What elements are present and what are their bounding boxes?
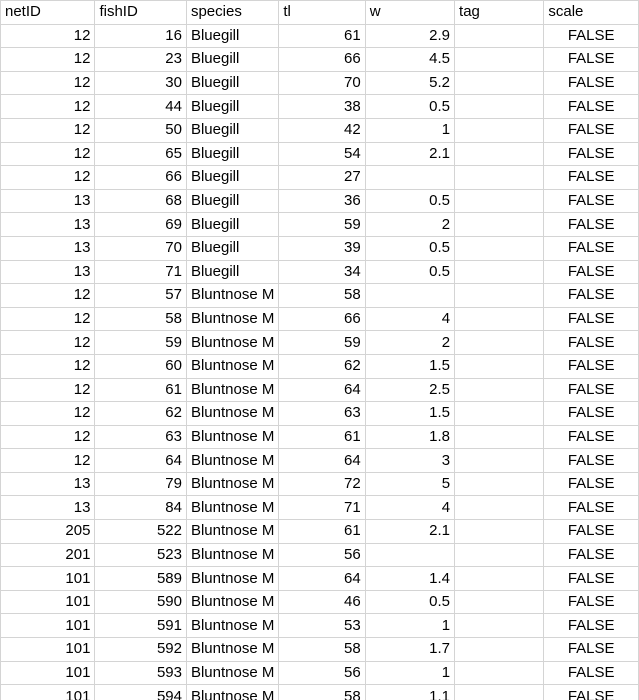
cell-netid[interactable]: 205: [1, 520, 95, 544]
cell-tl[interactable]: 61: [279, 24, 365, 48]
cell-tl[interactable]: 58: [279, 638, 365, 662]
cell-species[interactable]: Bluegill: [186, 166, 278, 190]
cell-netid[interactable]: 12: [1, 307, 95, 331]
cell-w[interactable]: 1.7: [365, 638, 454, 662]
cell-scale[interactable]: FALSE: [544, 213, 639, 237]
table-row: [1, 236, 639, 260]
table-row: [1, 543, 639, 567]
cell-fishid[interactable]: 69: [95, 213, 187, 237]
cell-tl[interactable]: 34: [279, 260, 365, 284]
cell-netid[interactable]: 12: [1, 142, 95, 166]
cell-fishid[interactable]: 591: [95, 614, 187, 638]
cell-tl[interactable]: 42: [279, 118, 365, 142]
cell-netid[interactable]: 12: [1, 331, 95, 355]
cell-fishid[interactable]: 70: [95, 236, 187, 260]
cell-w[interactable]: 2.9: [365, 24, 454, 48]
header-cell-fishid[interactable]: fishID: [95, 1, 187, 25]
cell-tag[interactable]: [455, 567, 544, 591]
cell-tag[interactable]: [455, 260, 544, 284]
cell-scale[interactable]: FALSE: [544, 661, 639, 685]
table-row: [1, 402, 639, 426]
cell-tag[interactable]: [455, 307, 544, 331]
cell-tag[interactable]: [455, 638, 544, 662]
cell-tl[interactable]: 64: [279, 449, 365, 473]
cell-netid[interactable]: 13: [1, 496, 95, 520]
cell-w[interactable]: 4: [365, 496, 454, 520]
table-row: [1, 71, 639, 95]
table-row: [1, 213, 639, 237]
cell-scale[interactable]: FALSE: [544, 378, 639, 402]
cell-species[interactable]: Bluntnose M: [186, 425, 278, 449]
cell-netid[interactable]: 13: [1, 472, 95, 496]
cell-tag[interactable]: [455, 236, 544, 260]
cell-fishid[interactable]: 23: [95, 48, 187, 72]
table-row: [1, 496, 639, 520]
cell-species[interactable]: Bluntnose M: [186, 590, 278, 614]
cell-fishid[interactable]: 62: [95, 402, 187, 426]
cell-fishid[interactable]: 593: [95, 661, 187, 685]
table-row: [1, 95, 639, 119]
cell-tag[interactable]: [455, 614, 544, 638]
cell-tl[interactable]: 59: [279, 331, 365, 355]
header-cell-species[interactable]: species: [186, 1, 278, 25]
table-row: [1, 520, 639, 544]
cell-tag[interactable]: [455, 24, 544, 48]
cell-species[interactable]: Bluegill: [186, 260, 278, 284]
table-row: [1, 354, 639, 378]
table-row: [1, 260, 639, 284]
table-row: [1, 449, 639, 473]
cell-netid[interactable]: 101: [1, 638, 95, 662]
cell-fishid[interactable]: 30: [95, 71, 187, 95]
cell-tag[interactable]: [455, 543, 544, 567]
cell-tag[interactable]: [455, 449, 544, 473]
cell-netid[interactable]: 101: [1, 661, 95, 685]
cell-species[interactable]: Bluntnose M: [186, 520, 278, 544]
cell-species[interactable]: Bluntnose M: [186, 284, 278, 308]
cell-tag[interactable]: [455, 472, 544, 496]
cell-fishid[interactable]: 63: [95, 425, 187, 449]
cell-species[interactable]: Bluntnose M: [186, 567, 278, 591]
cell-tag[interactable]: [455, 118, 544, 142]
cell-w[interactable]: 1.5: [365, 354, 454, 378]
cell-fishid[interactable]: 522: [95, 520, 187, 544]
cell-w[interactable]: [365, 166, 454, 190]
cell-scale[interactable]: FALSE: [544, 543, 639, 567]
cell-fishid[interactable]: 71: [95, 260, 187, 284]
cell-tag[interactable]: [455, 284, 544, 308]
cell-species[interactable]: Bluegill: [186, 71, 278, 95]
cell-scale[interactable]: FALSE: [544, 449, 639, 473]
cell-scale[interactable]: FALSE: [544, 331, 639, 355]
cell-w[interactable]: 4: [365, 307, 454, 331]
cell-netid[interactable]: 12: [1, 95, 95, 119]
cell-tag[interactable]: [455, 520, 544, 544]
cell-tl[interactable]: 46: [279, 590, 365, 614]
cell-tag[interactable]: [455, 496, 544, 520]
cell-scale[interactable]: FALSE: [544, 425, 639, 449]
cell-fishid[interactable]: 79: [95, 472, 187, 496]
cell-w[interactable]: 2: [365, 213, 454, 237]
cell-tl[interactable]: 71: [279, 496, 365, 520]
table-row: [1, 24, 639, 48]
cell-tl[interactable]: 39: [279, 236, 365, 260]
cell-fishid[interactable]: 65: [95, 142, 187, 166]
cell-tag[interactable]: [455, 354, 544, 378]
cell-fishid[interactable]: 589: [95, 567, 187, 591]
cell-tag[interactable]: [455, 685, 544, 700]
cell-fishid[interactable]: 60: [95, 354, 187, 378]
cell-tl[interactable]: 64: [279, 378, 365, 402]
cell-w[interactable]: 2.1: [365, 520, 454, 544]
cell-scale[interactable]: FALSE: [544, 402, 639, 426]
cell-species[interactable]: Bluntnose M: [186, 661, 278, 685]
cell-w[interactable]: 2.5: [365, 378, 454, 402]
cell-species[interactable]: Bluegill: [186, 213, 278, 237]
cell-species[interactable]: Bluegill: [186, 48, 278, 72]
cell-w[interactable]: 1: [365, 614, 454, 638]
cell-tag[interactable]: [455, 331, 544, 355]
cell-scale[interactable]: FALSE: [544, 260, 639, 284]
cell-scale[interactable]: FALSE: [544, 614, 639, 638]
cell-netid[interactable]: 12: [1, 402, 95, 426]
cell-species[interactable]: Bluegill: [186, 24, 278, 48]
cell-netid[interactable]: 12: [1, 284, 95, 308]
cell-tl[interactable]: 61: [279, 520, 365, 544]
cell-w[interactable]: 2.1: [365, 142, 454, 166]
cell-scale[interactable]: FALSE: [544, 472, 639, 496]
cell-tag[interactable]: [455, 166, 544, 190]
cell-tl[interactable]: 56: [279, 543, 365, 567]
cell-scale[interactable]: FALSE: [544, 685, 639, 700]
cell-fishid[interactable]: 84: [95, 496, 187, 520]
cell-species[interactable]: Bluntnose M: [186, 307, 278, 331]
cell-tag[interactable]: [455, 142, 544, 166]
cell-w[interactable]: 1: [365, 661, 454, 685]
table-row: [1, 685, 639, 700]
cell-scale[interactable]: FALSE: [544, 48, 639, 72]
table-row: [1, 331, 639, 355]
cell-netid[interactable]: 13: [1, 236, 95, 260]
cell-species[interactable]: Bluntnose M: [186, 472, 278, 496]
cell-fishid[interactable]: 592: [95, 638, 187, 662]
cell-species[interactable]: Bluegill: [186, 189, 278, 213]
cell-w[interactable]: 4.5: [365, 48, 454, 72]
cell-tl[interactable]: 38: [279, 95, 365, 119]
cell-fishid[interactable]: 64: [95, 449, 187, 473]
cell-tl[interactable]: 27: [279, 166, 365, 190]
cell-netid[interactable]: 101: [1, 590, 95, 614]
cell-tl[interactable]: 54: [279, 142, 365, 166]
cell-scale[interactable]: FALSE: [544, 567, 639, 591]
cell-w[interactable]: 0.5: [365, 260, 454, 284]
cell-fishid[interactable]: 44: [95, 95, 187, 119]
cell-tag[interactable]: [455, 71, 544, 95]
cell-species[interactable]: Bluntnose M: [186, 402, 278, 426]
table-row: [1, 638, 639, 662]
cell-tag[interactable]: [455, 590, 544, 614]
cell-tag[interactable]: [455, 402, 544, 426]
table-row: [1, 472, 639, 496]
table-row: [1, 590, 639, 614]
cell-netid[interactable]: 201: [1, 543, 95, 567]
cell-fishid[interactable]: 590: [95, 590, 187, 614]
cell-netid[interactable]: 12: [1, 48, 95, 72]
cell-netid[interactable]: 12: [1, 354, 95, 378]
cell-tag[interactable]: [455, 213, 544, 237]
cell-tl[interactable]: 72: [279, 472, 365, 496]
cell-w[interactable]: [365, 543, 454, 567]
cell-w[interactable]: 1: [365, 118, 454, 142]
cell-fishid[interactable]: 66: [95, 166, 187, 190]
cell-species[interactable]: Bluntnose M: [186, 685, 278, 700]
table-row: [1, 307, 639, 331]
cell-fishid[interactable]: 58: [95, 307, 187, 331]
table-row: [1, 118, 639, 142]
cell-netid[interactable]: 12: [1, 425, 95, 449]
cell-tl[interactable]: 36: [279, 189, 365, 213]
cell-species[interactable]: Bluegill: [186, 236, 278, 260]
cell-netid[interactable]: 12: [1, 378, 95, 402]
table-row: [1, 425, 639, 449]
header-cell-netid[interactable]: netID: [1, 1, 95, 25]
table-row: [1, 189, 639, 213]
cell-scale[interactable]: FALSE: [544, 24, 639, 48]
cell-scale[interactable]: FALSE: [544, 71, 639, 95]
cell-tl[interactable]: 53: [279, 614, 365, 638]
cell-scale[interactable]: FALSE: [544, 118, 639, 142]
cell-tl[interactable]: 58: [279, 685, 365, 700]
cell-fishid[interactable]: 61: [95, 378, 187, 402]
cell-netid[interactable]: 13: [1, 260, 95, 284]
cell-tl[interactable]: 61: [279, 425, 365, 449]
cell-netid[interactable]: 12: [1, 118, 95, 142]
header-cell-tl[interactable]: tl: [279, 1, 365, 25]
header-cell-tag[interactable]: tag: [455, 1, 544, 25]
table-row: [1, 614, 639, 638]
cell-fishid[interactable]: 594: [95, 685, 187, 700]
cell-species[interactable]: Bluntnose M: [186, 543, 278, 567]
cell-w[interactable]: 0.5: [365, 95, 454, 119]
cell-tl[interactable]: 56: [279, 661, 365, 685]
cell-w[interactable]: 3: [365, 449, 454, 473]
cell-scale[interactable]: FALSE: [544, 95, 639, 119]
cell-tag[interactable]: [455, 378, 544, 402]
cell-tl[interactable]: 62: [279, 354, 365, 378]
cell-fishid[interactable]: 50: [95, 118, 187, 142]
cell-species[interactable]: Bluntnose M: [186, 331, 278, 355]
cell-fishid[interactable]: 16: [95, 24, 187, 48]
cell-tl[interactable]: 59: [279, 213, 365, 237]
cell-species[interactable]: Bluntnose M: [186, 496, 278, 520]
cell-scale[interactable]: FALSE: [544, 307, 639, 331]
cell-species[interactable]: Bluegill: [186, 118, 278, 142]
cell-netid[interactable]: 101: [1, 567, 95, 591]
cell-tag[interactable]: [455, 661, 544, 685]
cell-species[interactable]: Bluntnose M: [186, 354, 278, 378]
table-row: [1, 48, 639, 72]
cell-species[interactable]: Bluegill: [186, 142, 278, 166]
cell-w[interactable]: 1.4: [365, 567, 454, 591]
cell-fishid[interactable]: 57: [95, 284, 187, 308]
cell-netid[interactable]: 12: [1, 449, 95, 473]
header-cell-w[interactable]: w: [365, 1, 454, 25]
cell-w[interactable]: 0.5: [365, 236, 454, 260]
header-cell-scale[interactable]: scale: [544, 1, 639, 25]
cell-scale[interactable]: FALSE: [544, 496, 639, 520]
cell-fishid[interactable]: 523: [95, 543, 187, 567]
cell-scale[interactable]: FALSE: [544, 520, 639, 544]
table-row: [1, 378, 639, 402]
cell-fishid[interactable]: 68: [95, 189, 187, 213]
cell-w[interactable]: 0.5: [365, 590, 454, 614]
cell-scale[interactable]: FALSE: [544, 284, 639, 308]
table-row: [1, 166, 639, 190]
cell-netid[interactable]: 12: [1, 71, 95, 95]
cell-scale[interactable]: FALSE: [544, 189, 639, 213]
table-row: [1, 142, 639, 166]
table-row: [1, 567, 639, 591]
cell-species[interactable]: Bluegill: [186, 95, 278, 119]
cell-netid[interactable]: 101: [1, 685, 95, 700]
cell-tag[interactable]: [455, 95, 544, 119]
cell-w[interactable]: 1.8: [365, 425, 454, 449]
cell-tl[interactable]: 58: [279, 284, 365, 308]
cell-w[interactable]: 0.5: [365, 189, 454, 213]
cell-species[interactable]: Bluntnose M: [186, 614, 278, 638]
header-row: [1, 1, 639, 25]
cell-tag[interactable]: [455, 48, 544, 72]
cell-species[interactable]: Bluntnose M: [186, 378, 278, 402]
cell-w[interactable]: 5: [365, 472, 454, 496]
cell-tl[interactable]: 64: [279, 567, 365, 591]
table-row: [1, 284, 639, 308]
cell-tag[interactable]: [455, 189, 544, 213]
table-row: [1, 661, 639, 685]
cell-scale[interactable]: FALSE: [544, 236, 639, 260]
cell-netid[interactable]: 13: [1, 213, 95, 237]
cell-w[interactable]: 1.5: [365, 402, 454, 426]
cell-scale[interactable]: FALSE: [544, 590, 639, 614]
cell-scale[interactable]: FALSE: [544, 142, 639, 166]
cell-w[interactable]: 5.2: [365, 71, 454, 95]
cell-w[interactable]: 2: [365, 331, 454, 355]
cell-netid[interactable]: 12: [1, 24, 95, 48]
cell-species[interactable]: Bluntnose M: [186, 449, 278, 473]
cell-species[interactable]: Bluntnose M: [186, 638, 278, 662]
cell-netid[interactable]: 101: [1, 614, 95, 638]
cell-netid[interactable]: 13: [1, 189, 95, 213]
cell-tl[interactable]: 66: [279, 48, 365, 72]
cell-tag[interactable]: [455, 425, 544, 449]
cell-fishid[interactable]: 59: [95, 331, 187, 355]
cell-tl[interactable]: 63: [279, 402, 365, 426]
cell-scale[interactable]: FALSE: [544, 166, 639, 190]
cell-netid[interactable]: 12: [1, 166, 95, 190]
cell-w[interactable]: [365, 284, 454, 308]
cell-w[interactable]: 1.1: [365, 685, 454, 700]
cell-tl[interactable]: 66: [279, 307, 365, 331]
cell-tl[interactable]: 70: [279, 71, 365, 95]
cell-scale[interactable]: FALSE: [544, 354, 639, 378]
cell-scale[interactable]: FALSE: [544, 638, 639, 662]
